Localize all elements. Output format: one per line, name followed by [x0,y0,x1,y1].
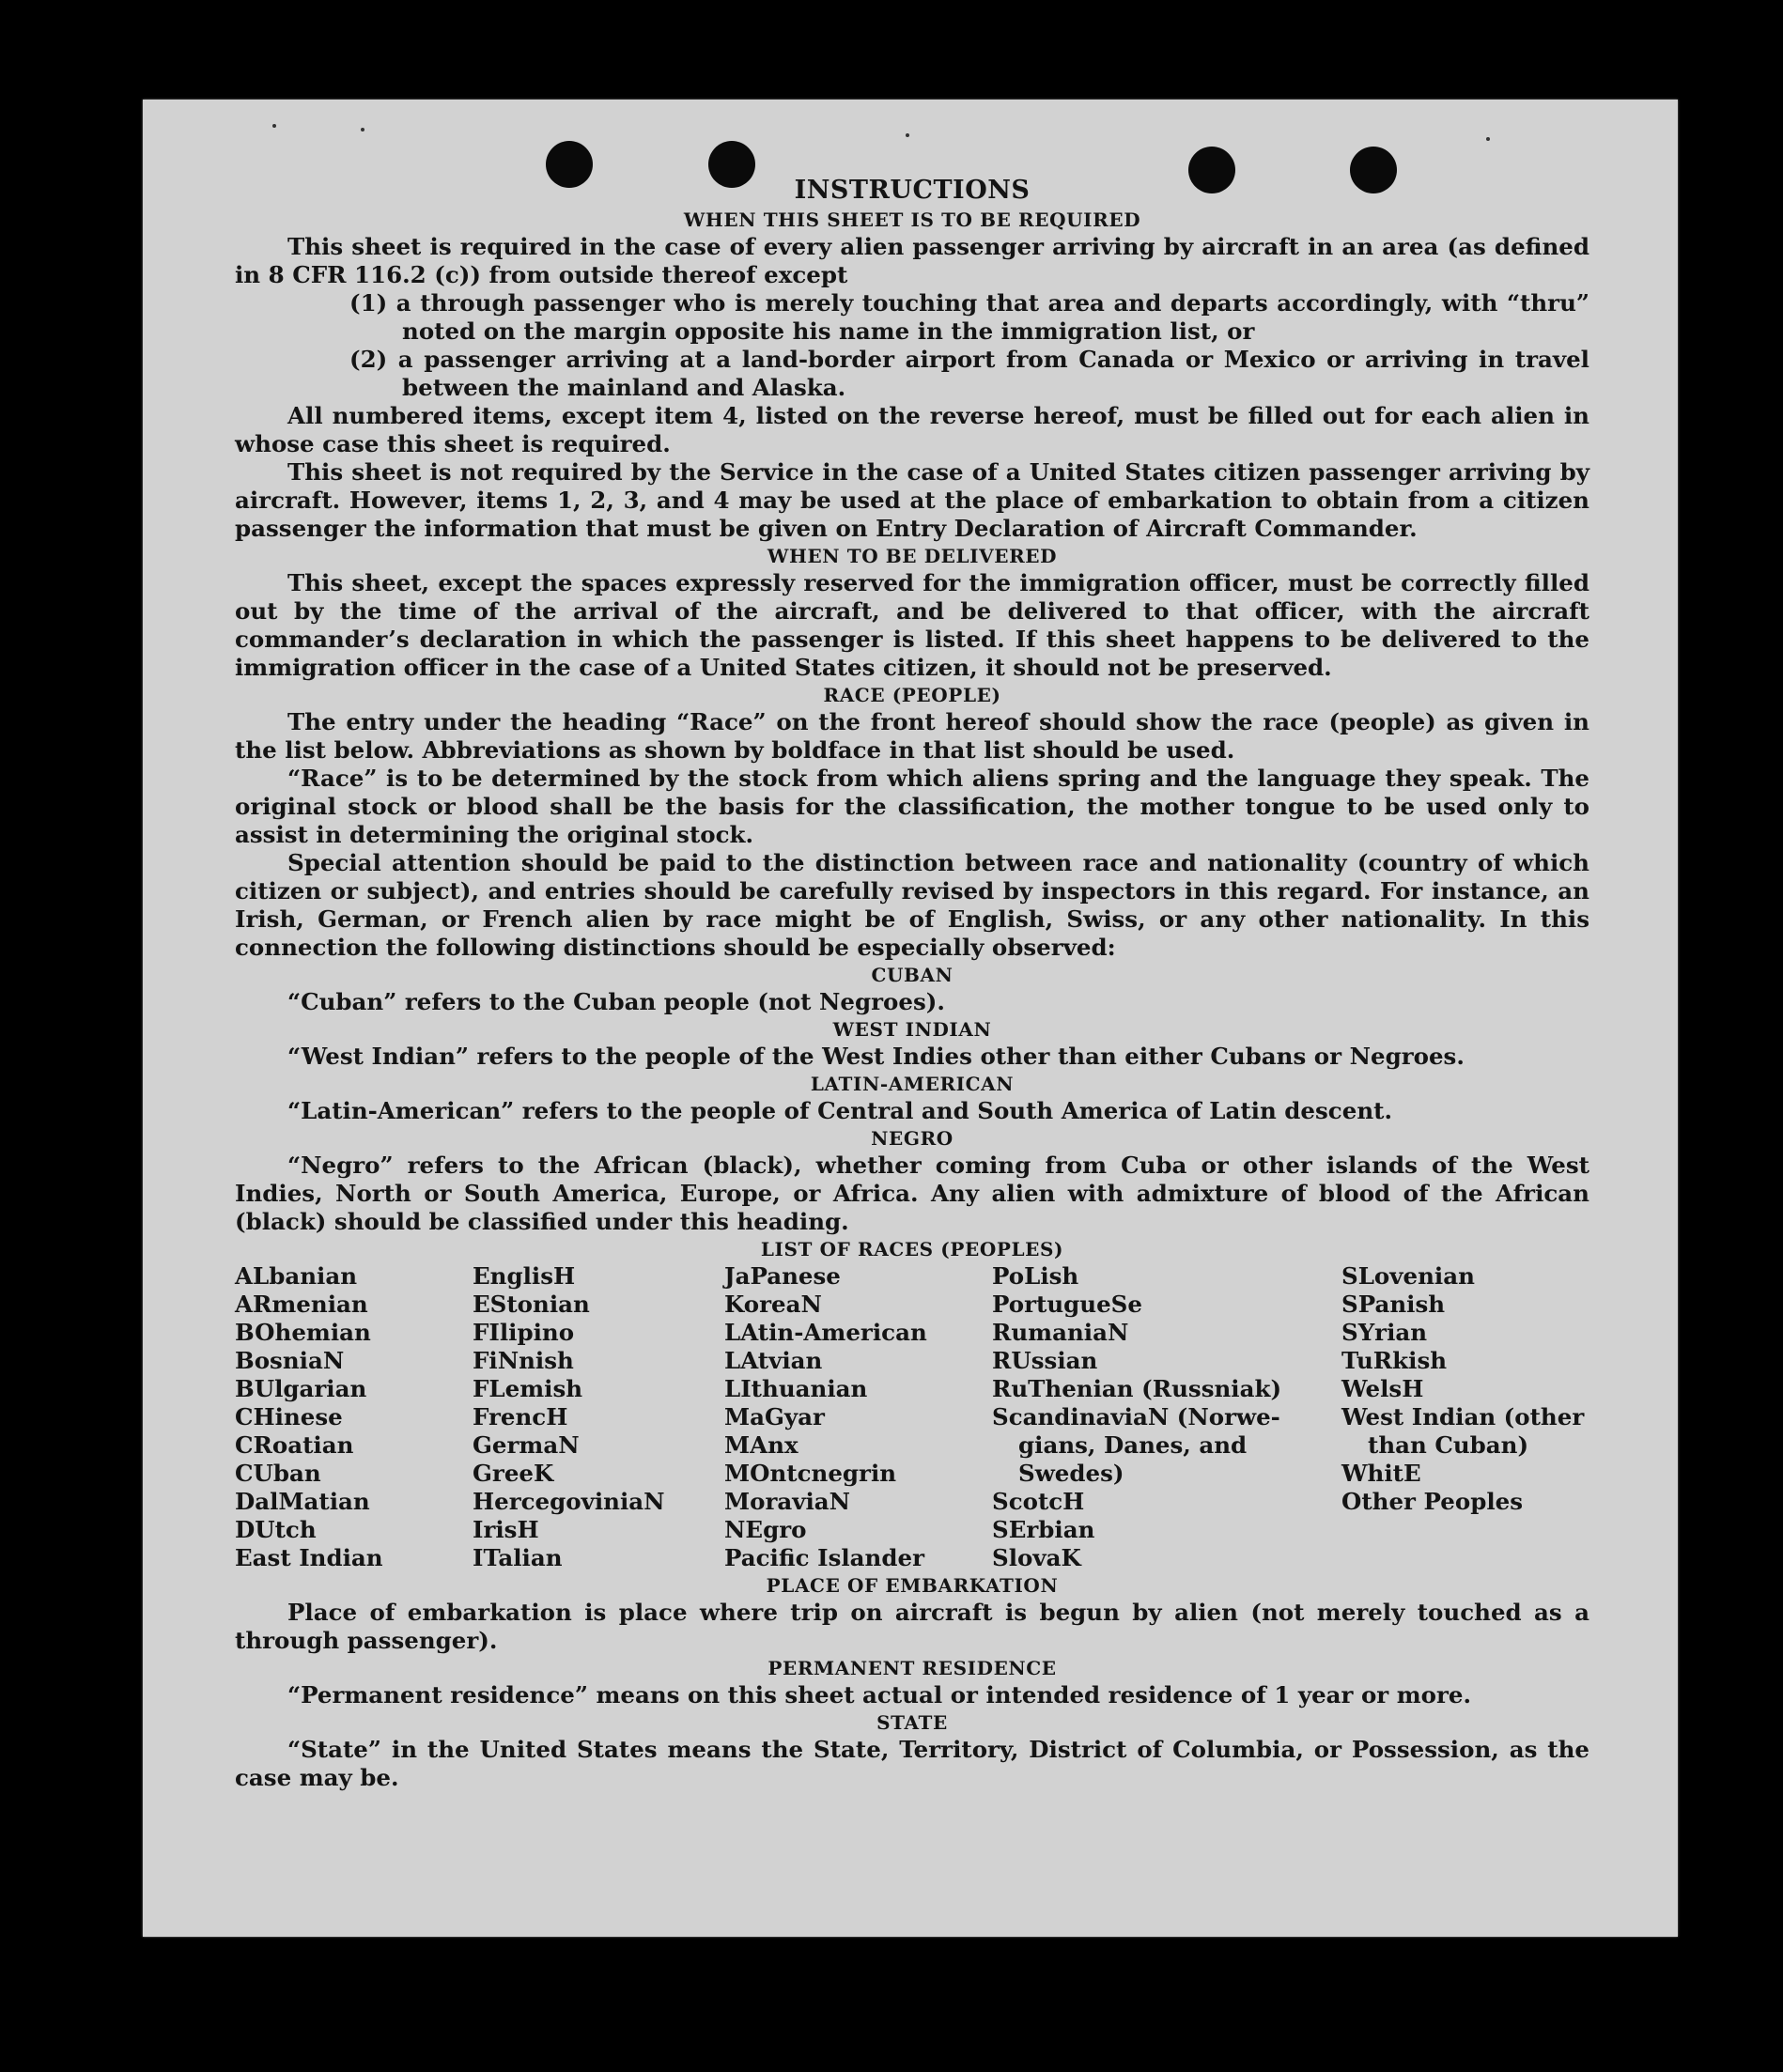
race-entry: MOntcnegrin [724,1460,897,1487]
race-entry: EStonian [473,1291,590,1318]
paragraph: This sheet is required in the case of every alien passenger arriving by aircraft in an area (as defined in 8 CFR 116.2 (c)) from outside thereof except [235,233,1589,288]
page-title: INSTRUCTIONS [794,176,1031,205]
race-entry: SErbian [992,1516,1095,1543]
race-entry: DUtch [235,1516,317,1543]
paragraph: “Cuban” refers to the Cuban people (not Negroes). [287,988,945,1015]
paragraph: “Race” is to be determined by the stock from which aliens spring and the language they speak. The original stock or blood shall be the basis for the classification, the mother tongue to be used only to assist in determining the original stock. [235,765,1589,848]
speck-mark [361,128,364,131]
heading-when-delivered: WHEN TO BE DELIVERED [767,545,1058,567]
races-column-2 [473,1262,724,1572]
race-entry: RuThenian (Russniak) [992,1375,1282,1402]
list-item: (2) a passenger arriving at a land-border airport from Canada or Mexico or arriving in travel between the mainland and Alaska. [349,346,1589,401]
races-column-4 [992,1262,1341,1572]
race-entry: Other Peoples [1341,1488,1524,1515]
heading-list-of-races: LIST OF RACES (PEOPLES) [760,1238,1064,1260]
race-entry: SPanish [1341,1291,1446,1318]
race-entry: KoreaN [724,1291,822,1318]
heading-state: STATE [876,1711,948,1734]
speck-mark [1486,137,1490,141]
paragraph: “State” in the United States means the State, Territory, District of Columbia, or Possession, as the case may be. [235,1736,1589,1791]
race-entry: RUssian [992,1347,1098,1374]
race-entry: ARmenian [235,1291,368,1318]
paragraph: This sheet, except the spaces expressly reserved for the immigration officer, must be correctly filled out by the time of the arrival of the aircraft, and be delivered to that officer, with the aircraft commander’s declaration in which the passenger is listed. If this sheet happens to be delivered to the immigration officer in the case of a United States citizen, it should not be preserved. [235,569,1589,681]
race-entry: DalMatian [235,1488,370,1515]
heading-cuban: CUBAN [871,964,954,986]
race-entry: FLemish [473,1375,583,1402]
race-entry: HercegoviniaN [473,1488,665,1515]
paragraph: This sheet is not required by the Service in the case of a United States citizen passenger arriving by aircraft. However, items 1, 2, 3, and 4 may be used at the place of embarkation to obtain from a citizen passenger the information that must be given on Entry Declaration of Aircraft Commander. [235,458,1589,542]
paragraph: “Permanent residence” means on this sheet actual or intended residence of 1 year or more. [287,1681,1472,1709]
races-column-3 [724,1262,992,1572]
race-entry: SlovaK [992,1544,1081,1571]
race-entry: GermaN [473,1431,580,1459]
race-entry: NEgro [724,1516,807,1543]
race-entry: WelsH [1341,1375,1424,1402]
heading-west-indian: WEST INDIAN [832,1018,992,1041]
paragraph: “West Indian” refers to the people of the West Indies other than either Cubans or Negroes. [287,1043,1465,1070]
race-entry: IrisH [473,1516,539,1543]
race-entry: CHinese [235,1403,343,1430]
heading-when-required: WHEN THIS SHEET IS TO BE REQUIRED [683,209,1141,231]
race-entry: JaPanese [724,1262,841,1290]
paragraph: Place of embarkation is place where trip on aircraft is begun by alien (not merely touched as a through passenger). [235,1599,1589,1654]
race-entry-continued: gians, Danes, and [1018,1431,1248,1459]
race-entry: ScotcH [992,1488,1085,1515]
race-entry: ALbanian [235,1262,358,1290]
list-item: (1) a through passenger who is merely touching that area and departs accordingly, with “thru” noted on the margin opposite his name in the immigration list, or [349,289,1589,345]
race-entry: ScandinaviaN (Norwe- [992,1403,1280,1430]
race-entry: MAnx [724,1431,798,1459]
race-entry: FrencH [473,1403,568,1430]
instructions-content [235,175,1589,1792]
paragraph: Special attention should be paid to the distinction between race and nationality (country of which citizen or subject), and entries should be carefully revised by inspectors in this regard. For instance, an Irish, German, or French alien by race might be of English, Swiss, or any other nationality. In this connection the following distinctions should be especially observed: [235,849,1589,961]
race-entry-continued: Swedes) [1018,1460,1124,1487]
race-entry: CUban [235,1460,321,1487]
race-entry: LAtvian [724,1347,823,1374]
race-entry: MaGyar [724,1403,825,1430]
race-entry: ITalian [473,1544,563,1571]
speck-mark [906,133,909,137]
race-entry: PortugueSe [992,1291,1142,1318]
paragraph: The entry under the heading “Race” on the front hereof should show the race (people) as given in the list below. Abbreviations as shown by boldface in that list should be used. [235,708,1589,764]
race-entry: East Indian [235,1544,383,1571]
race-entry: EnglisH [473,1262,576,1290]
race-entry: West Indian (other [1341,1403,1585,1430]
race-entry: FiNnish [473,1347,574,1374]
race-entry: BOhemian [235,1319,371,1346]
heading-negro: NEGRO [871,1127,954,1150]
races-column-5 [1341,1262,1588,1572]
race-entry: SYrian [1341,1319,1428,1346]
heading-embarkation: PLACE OF EMBARKATION [766,1574,1059,1597]
speck-mark [272,124,276,128]
heading-permanent-residence: PERMANENT RESIDENCE [767,1657,1057,1679]
race-entry: RumaniaN [992,1319,1129,1346]
race-entry: Pacific Islander [724,1544,924,1571]
race-entry: BosniaN [235,1347,345,1374]
races-list [235,1262,1589,1572]
race-entry: LIthuanian [724,1375,868,1402]
paragraph: “Negro” refers to the African (black), whether coming from Cuba or other islands of the West Indies, North or South America, Europe, or Africa. Any alien with admixture of blood of the African (black) should be classified under this heading. [235,1152,1589,1235]
race-entry: MoraviaN [724,1488,851,1515]
race-entry: TuRkish [1341,1347,1448,1374]
race-entry: FIlipino [473,1319,575,1346]
race-entry-continued: than Cuban) [1368,1431,1529,1459]
race-entry: GreeK [473,1460,554,1487]
heading-race: RACE (PEOPLE) [823,684,1001,706]
paragraph: “Latin-American” refers to the people of Central and South America of Latin descent. [287,1097,1392,1124]
document-sheet [143,100,1678,1937]
races-column-1 [235,1262,473,1572]
race-entry: LAtin-American [724,1319,927,1346]
race-entry: PoLish [992,1262,1079,1290]
race-entry: SLovenian [1341,1262,1475,1290]
paragraph: All numbered items, except item 4, listed on the reverse hereof, must be filled out for each alien in whose case this sheet is required. [235,402,1589,457]
heading-latin-american: LATIN-AMERICAN [810,1073,1015,1095]
race-entry: BUlgarian [235,1375,367,1402]
race-entry: CRoatian [235,1431,354,1459]
race-entry: WhitE [1341,1460,1421,1487]
